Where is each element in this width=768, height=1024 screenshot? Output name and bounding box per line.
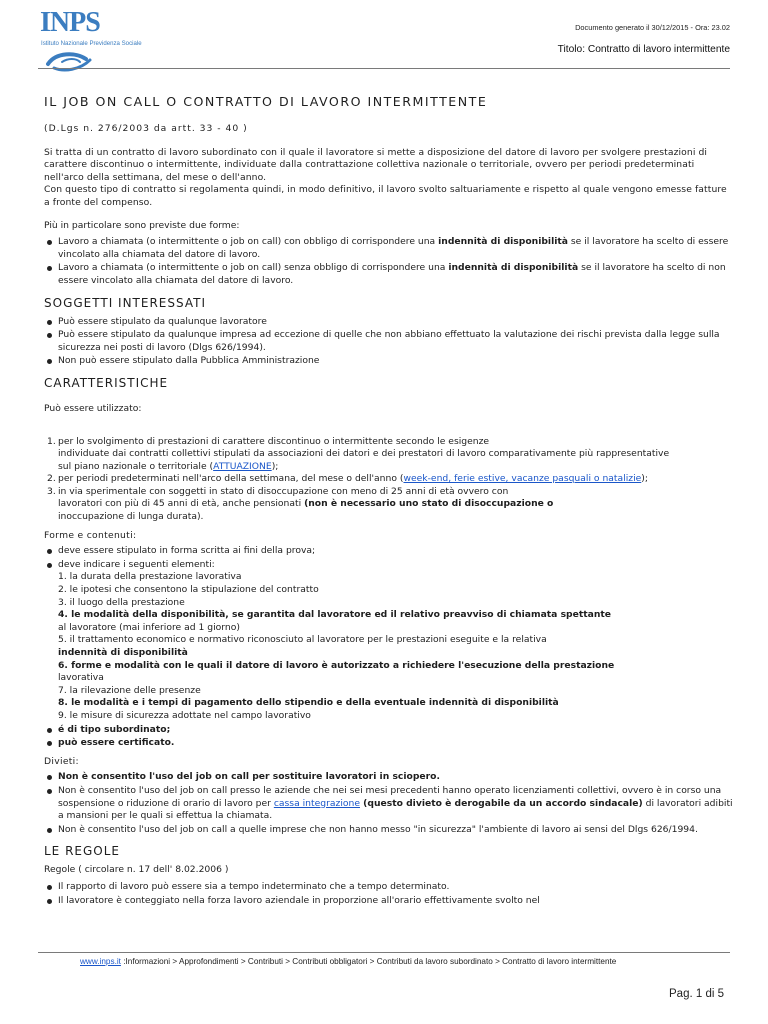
list-item: deve essere stipulato in forma scritta ai fini della prova; bbox=[44, 545, 734, 558]
list-item: 5. il trattamento economico e normativo riconosciuto al lavoratore per le prestazioni eseguite e la relativa indennità di disponibilità bbox=[58, 634, 547, 658]
forms-intro: Più in particolare sono previste due forme: bbox=[44, 219, 240, 231]
list-item: 6. forme e modalità con le quali il datore di lavoro è autorizzato a richiedere l'esecuzione della prestazione lavorativa bbox=[58, 659, 615, 684]
forme-list bbox=[44, 545, 734, 750]
list-item: Non è consentito l'uso del job on call presso le aziende che nei sei mesi precedenti hanno operato licenziamenti collettivi, ovvero è in corso una sospensione o riduzione di orario di lavoro per cassa integrazione (questo divieto è derogabile da un accordo sindacale) di lavoratori adibiti a mansioni per le quali si effettua la chiamata. bbox=[44, 785, 734, 823]
list-item: 2. le ipotesi che consentono la stipulazione del contratto bbox=[58, 584, 319, 596]
list-item: Non è consentito l'uso del job on call a quelle imprese che non hanno messo "in sicurezza" l'ambiente di lavoro ai sensi del Dlgs 626/1994. bbox=[44, 824, 734, 837]
page-heading: IL JOB ON CALL O CONTRATTO DI LAVORO INTERMITTENTE bbox=[44, 94, 488, 109]
section-heading-regole: LE REGOLE bbox=[44, 844, 121, 859]
divieti-list bbox=[44, 771, 734, 836]
list-item: 3. il luogo della prestazione bbox=[58, 596, 185, 608]
document-title: Titolo: Contratto di lavoro intermittente bbox=[557, 44, 730, 55]
elements-list bbox=[58, 571, 734, 722]
list-item: Lavoro a chiamata (o intermittente o job on call) con obbligo di corrispondere una indennità di disponibilità se il lavoratore ha scelto di essere vincolato alla chiamata del datore di lavoro. bbox=[44, 236, 734, 261]
list-item: Può essere stipulato da qualunque impresa ad eccezione di quelle che non abbiano effettuato la valutazione dei rischi prevista dalla legge sulla sicurezza nei posti di lavoro (Dlgs 626/1994). bbox=[44, 329, 734, 354]
logo-subtitle: Istituto Nazionale Previdenza Sociale bbox=[41, 40, 142, 47]
regole-reference: Regole ( circolare n. 17 dell' 8.02.2006 ) bbox=[44, 864, 229, 876]
list-item: 3. in via sperimentale con soggetti in stato di disoccupazione con meno di 25 anni di età ovvero con lavoratori con più di 45 anni di età, anche pensionati (non è necessario uno stato di disoccupazione o inoccupazione di lunga durata). bbox=[47, 485, 554, 523]
list-item: 7. la rilevazione delle presenze bbox=[58, 684, 201, 696]
page-number: Pag. 1 di 5 bbox=[669, 988, 724, 1000]
breadcrumb-path: :Informazioni > Approfondimenti > Contributi > Contributi obbligatori > Contributi da lavoro subordinato > Contratto di lavoro intermittente bbox=[120, 957, 617, 966]
list-item: 1. per lo svolgimento di prestazioni di carattere discontinuo o intermittente secondo le esigenze individuate dai contratti collettivi stipulati da associazioni dei datori e dei prestatori di lavoro comparativamente più rappresentative sul piano nazionale o territoriale (ATTUAZIONE); bbox=[47, 435, 670, 472]
list-item: 1. la durata della prestazione lavorativa bbox=[58, 571, 242, 583]
intro-text-2: Con questo tipo di contratto si regolamenta quindi, in modo definitivo, il lavoro svolto saltuariamente e rispetto al quale vengono emesse fatture a fronte del compenso. bbox=[44, 184, 727, 208]
forms-list bbox=[44, 236, 734, 287]
document-generated-info: Documento generato il 30/12/2015 - Ora: 23.02 bbox=[575, 23, 730, 32]
cassa-integrazione-link[interactable]: cassa integrazione bbox=[273, 797, 360, 809]
list-item: Il lavoratore è conteggiato nella forza lavoro aziendale in proporzione all'orario effettivamente svolto nel bbox=[44, 895, 734, 908]
inps-logo bbox=[40, 8, 175, 70]
header-divider bbox=[38, 68, 730, 69]
list-item: Il rapporto di lavoro può essere sia a tempo indeterminato che a tempo determinato. bbox=[44, 881, 734, 894]
logo-wordmark: INPS bbox=[40, 7, 100, 38]
usage-list bbox=[44, 436, 734, 524]
regole-list bbox=[44, 881, 734, 907]
footer-breadcrumb bbox=[80, 957, 680, 967]
intro-text-1: Si tratta di un contratto di lavoro subordinato con il quale il lavoratore si mette a disposizione del datore di lavoro per svolgere prestazioni di carattere discontinuo o intermittente, individuate dalla contrattazione collettiva nazionale o territoriale, ovvero per periodi predeterminati nell'arco della settimana, del mese o dell'anno. bbox=[44, 146, 708, 183]
list-item: Non può essere stipulato dalla Pubblica Amministrazione bbox=[44, 355, 734, 368]
list-item: 2. per periodi predeterminati nell'arco della settimana, del mese o dell'anno (week-end, ferie estive, vacanze pasquali o natalizie); bbox=[47, 473, 648, 485]
usage-intro: Può essere utilizzato: bbox=[44, 402, 142, 414]
list-item: può essere certificato. bbox=[44, 737, 734, 750]
soggetti-list bbox=[44, 316, 734, 368]
inps-site-link[interactable]: www.inps.it bbox=[80, 957, 121, 966]
forme-label: Forme e contenuti: bbox=[44, 529, 137, 541]
list-item: é di tipo subordinato; bbox=[44, 724, 734, 737]
attuazione-link[interactable]: ATTUAZIONE bbox=[213, 460, 272, 472]
intro-paragraph bbox=[44, 147, 734, 210]
section-heading-soggetti: SOGGETTI INTERESSATI bbox=[44, 295, 206, 310]
list-item: Può essere stipulato da qualunque lavoratore bbox=[44, 316, 734, 329]
footer-divider bbox=[38, 952, 730, 953]
list-item: 4. le modalità della disponibilità, se garantita dal lavoratore ed il relativo preavviso di chiamata spettante al lavoratore (mai inferiore ad 1 giorno) bbox=[58, 609, 611, 633]
periods-link[interactable]: week-end, ferie estive, vacanze pasquali o natalizie bbox=[403, 473, 642, 485]
document-body bbox=[44, 94, 734, 915]
list-item: 8. le modalità e i tempi di pagamento dello stipendio e della eventuale indennità di disponibilità bbox=[58, 697, 559, 709]
list-item: Non è consentito l'uso del job on call per sostituire lavoratori in sciopero. bbox=[44, 771, 734, 784]
list-item: deve indicare i seguenti elementi: 1. la durata della prestazione lavorativa 2. le ipotesi che consentono la stipulazione del contratto 3. il luogo della prestazione 4. le modalità della disponibilità, se garantita dal lavoratore ed il relativo preavviso di chiamata spettante al lavoratore (mai inferiore ad 1 giorno) 5. il trattamento economico e normativo riconosciuto al lavoratore per le prestazioni eseguite e la relativa indennità di disponibilità 6. forme e modalità con le quali il datore di lavoro è autorizzato a richiedere l'esecuzione della prestazione lavorativa 7. la rilevazione delle presenze 8. le modalità e i tempi di pagamento dello stipendio e della eventuale indennità di disponibilità 9. le misure di sicurezza adottate nel campo lavorativo bbox=[44, 559, 734, 723]
law-reference: (D.Lgs n. 276/2003 da artt. 33 - 40 ) bbox=[44, 123, 248, 134]
section-heading-caratteristiche: CARATTERISTICHE bbox=[44, 375, 169, 390]
divieti-label: Divieti: bbox=[44, 755, 79, 767]
list-item: 9. le misure di sicurezza adottate nel campo lavorativo bbox=[58, 709, 311, 721]
list-item: Lavoro a chiamata (o intermittente o job on call) senza obbligo di corrispondere una indennità di disponibilità se il lavoratore ha scelto di non essere vincolato alla chiamata del datore di lavoro. bbox=[44, 262, 734, 287]
